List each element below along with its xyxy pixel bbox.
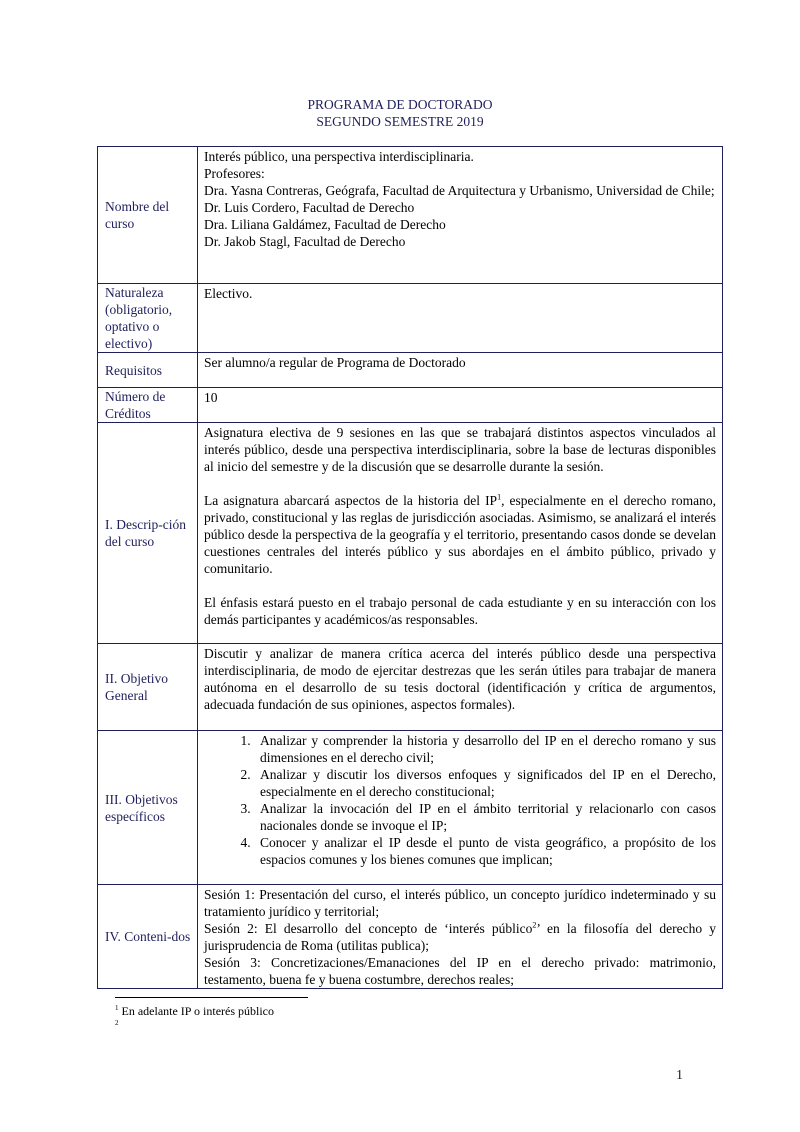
objetivo-item: 4. Conocer y analizar el IP desde el punto de vista geográfico, a propósito de los espacios comunes y los bienes comunes que implican; — [254, 834, 716, 868]
row-descripcion — [98, 423, 723, 644]
semester-title: SEGUNDO SEMESTRE 2019 — [316, 114, 484, 129]
footnote-2-number: 2 — [115, 1019, 119, 1027]
document-header — [0, 96, 800, 130]
footnote-ref-2[interactable]: 2 — [532, 920, 537, 930]
content-objetivo-general: Discutir y analizar de manera crítica acerca del interés público desde una perspectiva interdisciplinaria, de modo de ejercitar destrezas que les serán útiles para trabajar de manera autónoma en el desarrollo de su tesis doctoral (identificación y crítica de argumentos, adecuada fundación de sus opiniones, aspectos formales). — [198, 644, 723, 731]
profesor-3: Dra. Liliana Galdámez, Facultad de Derecho — [204, 217, 446, 232]
footnote-1-number: 1 — [115, 1004, 119, 1012]
sesion-2 — [204, 920, 716, 954]
sesion-2-start: Sesión 2: El desarrollo del concepto de ‘interés público — [204, 921, 533, 936]
content-descripcion — [198, 423, 723, 644]
sesion-1: Sesión 1: Presentación del curso, el interés público, un concepto jurídico indeterminado y su tratamiento jurídico y territorial; — [204, 887, 716, 919]
footnote-2 — [115, 1018, 274, 1028]
content-naturaleza: Electivo. — [198, 284, 723, 353]
label-descripcion: I. Descrip-ción del curso — [98, 423, 198, 644]
row-contenidos — [98, 885, 723, 989]
content-nombre-curso — [198, 147, 723, 284]
content-requisitos: Ser alumno/a regular de Programa de Doctorado — [198, 353, 723, 388]
label-creditos: Número de Créditos — [98, 388, 198, 423]
row-creditos — [98, 388, 723, 423]
footnote-1 — [115, 1004, 274, 1018]
course-table — [97, 146, 723, 989]
row-nombre-curso — [98, 147, 723, 284]
sesion-2-end: ’ en la filosofía del derecho y jurisprudencia de Roma (utilitas publica); — [204, 921, 716, 953]
label-naturaleza: Naturaleza (obligatorio, optativo o electivo) — [98, 284, 198, 353]
row-requisitos — [98, 353, 723, 388]
label-nombre-curso: Nombre del curso — [98, 147, 198, 284]
descripcion-paragraph-2 — [204, 492, 716, 577]
footnotes — [115, 1004, 274, 1028]
label-objetivo-general: II. Objetivo General — [98, 644, 198, 731]
content-objetivos-especificos — [198, 731, 723, 885]
objetivos-list — [204, 732, 716, 868]
descripcion-p2-end: , especialmente en el derecho romano, privado, constitucional y las reglas de jurisdicción asociadas. Asimismo, se analizará el interés público desde la perspectiva de la geografía y el territorio, presentando casos donde se develan cuestiones centrales del interés público y sus abordajes en el ámbito público, privado y comunitario. — [204, 493, 717, 576]
objetivo-item: 2. Analizar y discutir los diversos enfoques y significados del IP en el Derecho, especialmente en el derecho constitucional; — [254, 766, 716, 800]
profesor-2: Dr. Luis Cordero, Facultad de Derecho — [204, 200, 415, 215]
page-number: 1 — [676, 1068, 683, 1083]
objetivo-item: 3. Analizar la invocación del IP en el ámbito territorial y relacionarlo con casos nacionales donde se invoque el IP; — [254, 800, 716, 834]
profesor-1: Dra. Yasna Contreras, Geógrafa, Facultad de Arquitectura y Urbanismo, Universidad de Chile; — [204, 183, 715, 198]
sesion-3: Sesión 3: Concretizaciones/Emanaciones del IP en el derecho privado: matrimonio, testamento, buena fe y buena costumbre, derechos reales; — [204, 955, 716, 987]
descripcion-paragraph-1: Asignatura electiva de 9 sesiones en las que se trabajará distintos aspectos vinculados al interés público, desde una perspectiva interdisciplinaria, sobre la base de lecturas disponibles al inicio del semestre y de la discusión que se desarrolle durante la sesión. — [204, 425, 716, 474]
content-creditos: 10 — [198, 388, 723, 423]
label-contenidos: IV. Conteni-dos — [98, 885, 198, 989]
footnote-ref-1[interactable]: 1 — [497, 492, 502, 502]
label-requisitos: Requisitos — [98, 353, 198, 388]
row-naturaleza — [98, 284, 723, 353]
label-objetivos-especificos: III. Objetivos específicos — [98, 731, 198, 885]
footnote-separator — [115, 997, 308, 998]
row-objetivos-especificos — [98, 731, 723, 885]
objetivo-item: 1. Analizar y comprender la historia y desarrollo del IP en el derecho romano y sus dimensiones en el derecho civil; — [254, 732, 716, 766]
descripcion-p2-start: La asignatura abarcará aspectos de la historia del IP — [204, 493, 498, 508]
descripcion-paragraph-3: El énfasis estará puesto en el trabajo personal de cada estudiante y en su interacción con los demás participantes y académicos/as responsables. — [204, 595, 716, 627]
footnote-1-text: En adelante IP o interés público — [118, 1004, 275, 1018]
program-title: PROGRAMA DE DOCTORADO — [307, 97, 493, 112]
content-contenidos — [198, 885, 723, 989]
row-objetivo-general — [98, 644, 723, 731]
profesor-4: Dr. Jakob Stagl, Facultad de Derecho — [204, 234, 406, 249]
profesores-label: Profesores: — [204, 166, 265, 181]
course-title: Interés público, una perspectiva interdisciplinaria. — [204, 149, 474, 164]
